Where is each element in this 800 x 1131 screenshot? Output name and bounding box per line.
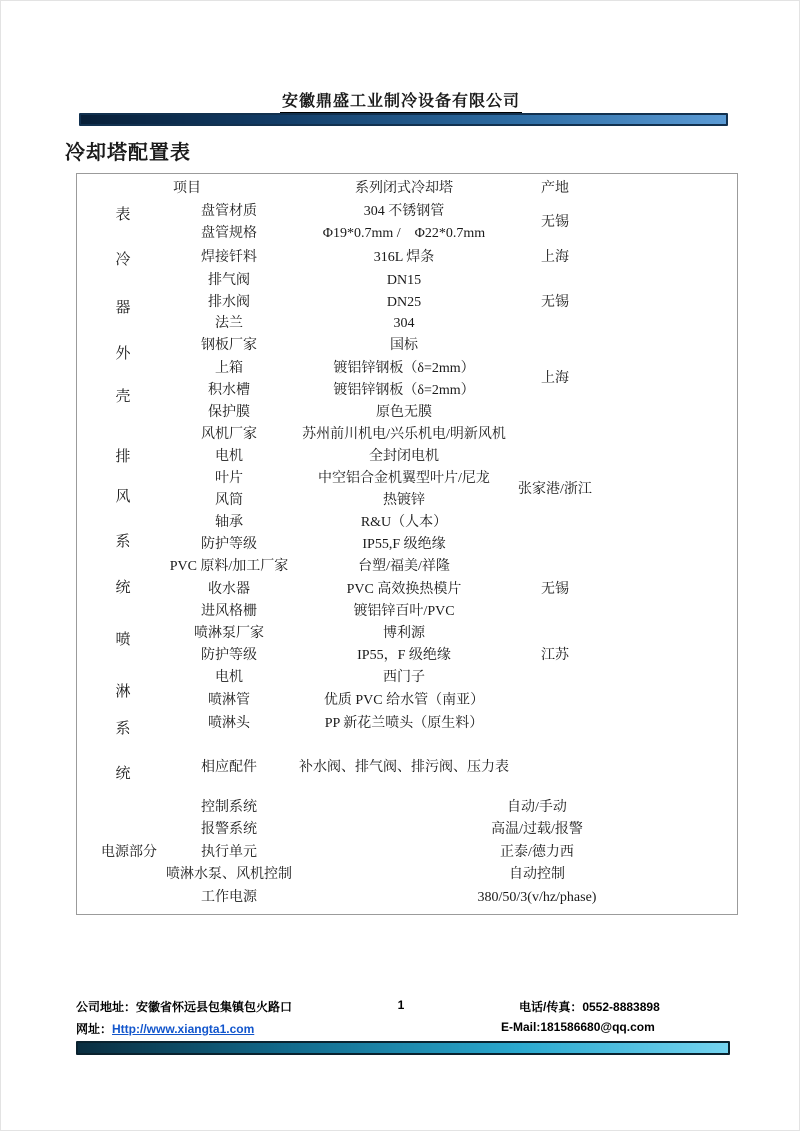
origin-cell: 无锡 — [541, 215, 569, 230]
footer-email: E-Mail:181586680@qq.com — [501, 1020, 655, 1034]
origin-cell: 江苏 — [541, 648, 569, 663]
vertical-label: 统 — [115, 766, 131, 782]
item-value: 中空铝合金机翼型叶片/尼龙 — [318, 471, 490, 486]
origin-cell: 张家港/浙江 — [518, 482, 592, 497]
config-table — [76, 173, 738, 915]
item-value: 304 — [393, 316, 415, 331]
item-label: 排水阀 — [208, 295, 250, 310]
item-label: 工作电源 — [201, 890, 257, 905]
item-value: 高温/过载/报警 — [491, 822, 583, 837]
vertical-label: 排 — [115, 449, 131, 465]
item-label: 喷淋头 — [208, 716, 250, 731]
table-row — [77, 887, 737, 909]
table-row — [77, 490, 737, 512]
footer-address: 公司地址：安徽省怀远县包集镇包火路口 — [76, 1000, 293, 1014]
item-value: 镀铝锌钢板（δ=2mm） — [333, 361, 475, 376]
item-value: IP55,F 级绝缘 — [362, 537, 446, 552]
table-row — [77, 797, 737, 819]
item-label: 钢板厂家 — [201, 338, 257, 353]
item-label: 收水器 — [208, 582, 250, 597]
vertical-label: 外 — [115, 346, 131, 362]
item-value: PP 新花兰喷头（原生料） — [324, 716, 484, 731]
item-label: 防护等级 — [201, 648, 257, 663]
table-header-row — [77, 178, 737, 200]
table-row — [77, 579, 737, 601]
company-name — [1, 88, 800, 114]
item-label: 轴承 — [215, 515, 243, 530]
item-label: 法兰 — [215, 316, 243, 331]
item-label: 喷淋管 — [208, 693, 250, 708]
vertical-label: 表 — [115, 207, 131, 223]
item-label: 风机厂家 — [201, 427, 257, 442]
item-label: 报警系统 — [201, 822, 257, 837]
col-header-value: 系列闭式冷却塔 — [355, 181, 453, 196]
item-value: 优质 PVC 给水管（南亚） — [323, 693, 485, 708]
table-row — [77, 223, 737, 245]
item-value: 镀铝锌钢板（δ=2mm） — [333, 383, 475, 398]
item-label: 排气阀 — [208, 273, 250, 288]
item-label: 叶片 — [215, 471, 243, 486]
website-label: 网址： — [76, 1022, 113, 1036]
item-value: 304 不锈钢管 — [363, 204, 445, 219]
company-name-text: 安徽鼎盛工业制冷设备有限公司 — [280, 88, 522, 114]
vertical-label: 系 — [115, 534, 131, 550]
table-row — [77, 713, 737, 735]
item-label: 执行单元 — [201, 845, 257, 860]
item-label: 防护等级 — [201, 537, 257, 552]
item-value: 镀铝锌百叶/PVC — [353, 604, 455, 619]
item-label: 盘管材质 — [201, 204, 257, 219]
item-value: 316L 焊条 — [373, 250, 435, 265]
item-label: PVC 原料/加工厂家 — [169, 559, 289, 574]
item-label: 积水槽 — [208, 383, 250, 398]
item-label: 风筒 — [215, 493, 243, 508]
item-value: Φ19*0.7mm / Φ22*0.7mm — [322, 226, 486, 241]
vertical-label: 系 — [115, 721, 131, 737]
footer-phone: 电话/传真：0552-8883898 — [519, 1000, 660, 1014]
item-value: 台塑/福美/祥隆 — [358, 559, 450, 574]
vertical-label: 冷 — [115, 252, 131, 268]
item-label: 相应配件 — [201, 760, 257, 775]
table-row — [77, 292, 737, 314]
item-value: IP55，F 级绝缘 — [357, 648, 451, 663]
vertical-label: 喷 — [115, 632, 131, 648]
website-link[interactable]: Http://www.xiangta1.com — [112, 1022, 255, 1036]
origin-cell: 上海 — [541, 250, 569, 265]
item-label: 控制系统 — [201, 800, 257, 815]
table-row — [77, 512, 737, 534]
item-label: 喷淋水泵、风机控制 — [166, 867, 292, 882]
table-row — [77, 556, 737, 578]
item-value: 热镀锌 — [383, 493, 425, 508]
item-value: 380/50/3(v/hz/phase) — [477, 890, 597, 905]
item-value: PVC 高效换热模片 — [346, 582, 462, 597]
item-label: 电机 — [215, 670, 243, 685]
item-label: 保护膜 — [208, 405, 250, 420]
vertical-label: 风 — [115, 489, 131, 505]
item-value: 正泰/德力西 — [500, 845, 574, 860]
footer-rule-bar — [76, 1041, 730, 1055]
origin-cell: 无锡 — [541, 295, 569, 310]
table-row — [77, 358, 737, 380]
item-label: 喷淋泵厂家 — [194, 626, 264, 641]
item-value: 苏州前川机电/兴乐机电/明新风机 — [302, 427, 506, 442]
vertical-label: 淋 — [115, 684, 131, 700]
table-row — [77, 424, 737, 446]
item-label: 进风格栅 — [201, 604, 257, 619]
origin-cell: 无锡 — [541, 582, 569, 597]
table-row — [77, 534, 737, 556]
page-number: 1 — [397, 998, 405, 1012]
item-value: 补水阀、排气阀、排污阀、压力表 — [299, 760, 509, 775]
table-row — [77, 335, 737, 357]
header-rule-bar — [79, 113, 728, 126]
table-row — [77, 601, 737, 623]
item-value: 原色无膜 — [376, 405, 432, 420]
table-row — [77, 819, 737, 841]
col-header-origin: 产地 — [541, 181, 569, 196]
table-row — [77, 667, 737, 689]
item-label: 焊接钎料 — [201, 250, 257, 265]
item-value: 博利源 — [383, 626, 425, 641]
item-label: 电机 — [215, 449, 243, 464]
table-row — [77, 380, 737, 402]
vertical-label: 器 — [115, 300, 131, 316]
item-label: 上箱 — [215, 361, 243, 376]
item-value: 国标 — [390, 338, 418, 353]
vertical-label: 统 — [115, 580, 131, 596]
table-row — [77, 313, 737, 335]
table-row — [77, 757, 737, 779]
item-value: 自动控制 — [509, 867, 565, 882]
table-row — [77, 690, 737, 712]
item-label: 盘管规格 — [201, 226, 257, 241]
item-value: DN25 — [386, 295, 422, 310]
table-row — [77, 402, 737, 424]
table-row — [77, 201, 737, 223]
table-row — [77, 468, 737, 490]
table-row — [77, 842, 737, 864]
table-row — [77, 623, 737, 645]
power-section-label: 电源部分 — [101, 845, 157, 860]
table-row — [77, 270, 737, 292]
page-title: 冷却塔配置表 — [65, 142, 191, 164]
table-row — [77, 247, 737, 269]
origin-cell: 上海 — [541, 371, 569, 386]
item-value: DN15 — [386, 273, 422, 288]
footer-website — [76, 1020, 254, 1037]
item-value: 自动/手动 — [507, 800, 567, 815]
table-row — [77, 645, 737, 667]
item-value: R&U（人本） — [360, 515, 448, 530]
item-value: 西门子 — [383, 670, 425, 685]
vertical-label: 壳 — [115, 389, 131, 405]
table-row — [77, 446, 737, 468]
table-row — [77, 864, 737, 886]
item-value: 全封闭电机 — [369, 449, 439, 464]
col-header-item: 项目 — [173, 181, 201, 196]
